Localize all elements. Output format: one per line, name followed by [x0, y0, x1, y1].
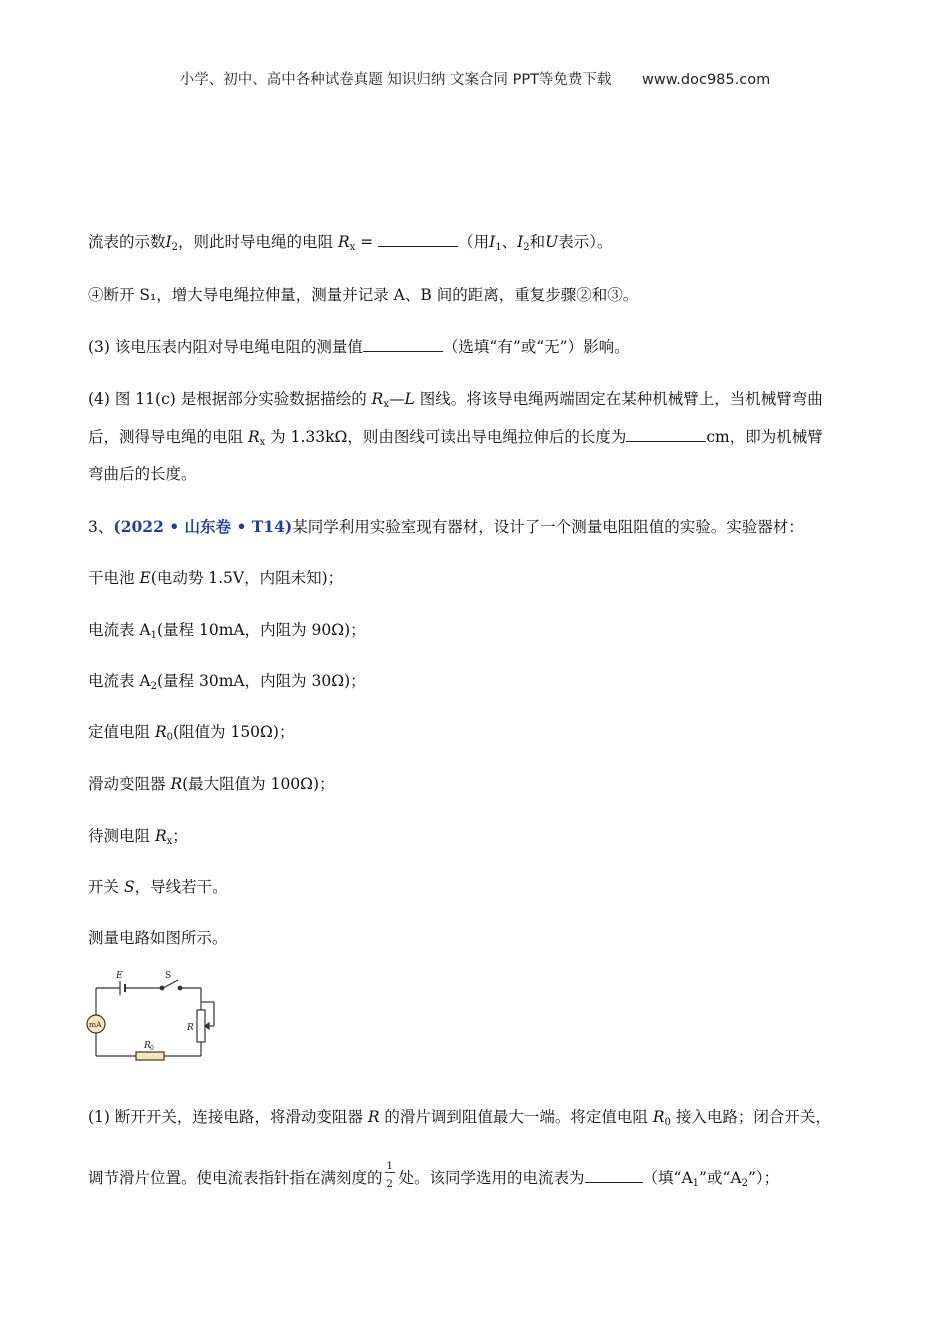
resistor-r0-sub: 0	[150, 1045, 154, 1052]
material-battery: 干电池 E(电动势 1.5V，内阻未知)；	[88, 569, 344, 587]
material-unknown-resistor: 待测电阻 $R_x$；	[88, 827, 188, 847]
material-rheostat: 滑动变阻器 R(最大阻值为 100Ω)；	[88, 775, 335, 793]
text-line-1: 流表的示数$I_2$，则此时导电绳的电阻 $R_x$ = （用$I_1$、$I_2$和U表示）。	[88, 233, 613, 253]
question-3-heading: 3、(2022 • 山东卷 • T14)某同学利用实验室现有器材，设计了一个测量电阻阻值的实验。实验器材：	[88, 517, 804, 536]
text-line-2: ④断开 S₁，增大导电绳拉伸量，测量并记录 A、B 间的距离，重复步骤②和③。	[88, 286, 639, 304]
material-ammeter-a1: 电流表 $A_1$(量程 10mA，内阻为 90Ω)；	[88, 621, 366, 641]
page-header	[0, 68, 950, 89]
answer-blank[interactable]	[585, 1168, 643, 1183]
rheostat-body	[197, 1010, 205, 1042]
material-fixed-resistor: 定值电阻 $R_0$(阻值为 150Ω)；	[88, 723, 295, 743]
question-3-4: (4) 图 11(c) 是根据部分实验数据描绘的 $R_x—L$ 图线。将该导电绳两端固定在某种机械臂上，当机械臂弯曲	[88, 390, 823, 410]
text-line-6: 弯曲后的长度。	[88, 465, 197, 483]
switch-blade	[163, 980, 178, 988]
header-site[interactable]: www.doc985.com	[642, 72, 771, 88]
answer-blank[interactable]	[378, 232, 458, 247]
question-3-3: (3) 该电压表内阻对导电绳电阻的测量值 （选填“有”或“无”）影响。	[88, 338, 630, 356]
circuit-diagram	[84, 968, 224, 1073]
question-1-line-1: (1) 断开开关，连接电路，将滑动变阻器 R 的滑片调到阻值最大一端。将定值电阻 $R_0$ 接入电路；闭合开关，	[88, 1108, 831, 1128]
milliammeter-label: mA	[89, 1020, 102, 1029]
material-switch: 开关 S，导线若干。	[88, 878, 228, 896]
resistor-r0-body	[136, 1052, 164, 1060]
resistor-r0-label: R	[144, 1041, 151, 1051]
header-text: 小学、初中、高中各种试卷真题 知识归纳 文案合同 PPT等免费下载	[179, 72, 612, 88]
circuit-intro: 测量电路如图所示。	[88, 929, 228, 947]
switch-label: S	[165, 971, 172, 981]
question-source: (2022 • 山东卷 • T14)	[113, 517, 293, 536]
answer-blank[interactable]	[363, 337, 443, 352]
text-line-5: 后，测得导电绳的电阻 $R_x$ 为 1.33kΩ，则由图线可读出导电绳拉伸后的长度为 cm，即为机械臂	[88, 428, 823, 448]
fraction-one-half: $\frac{1}{2}$	[386, 1161, 393, 1190]
rheostat-label: R	[187, 1023, 194, 1033]
question-1-line-2: 调节滑片位置。使电流表指针指在满刻度的 $\frac{1}{2}$ 处。该同学选用的电流表为 （填“$A_1$”或“$A_2$”）；	[88, 1161, 780, 1190]
answer-blank[interactable]	[626, 427, 706, 442]
material-ammeter-a2: 电流表 $A_2$(量程 30mA，内阻为 30Ω)；	[88, 672, 366, 692]
battery-label: E	[116, 971, 123, 981]
